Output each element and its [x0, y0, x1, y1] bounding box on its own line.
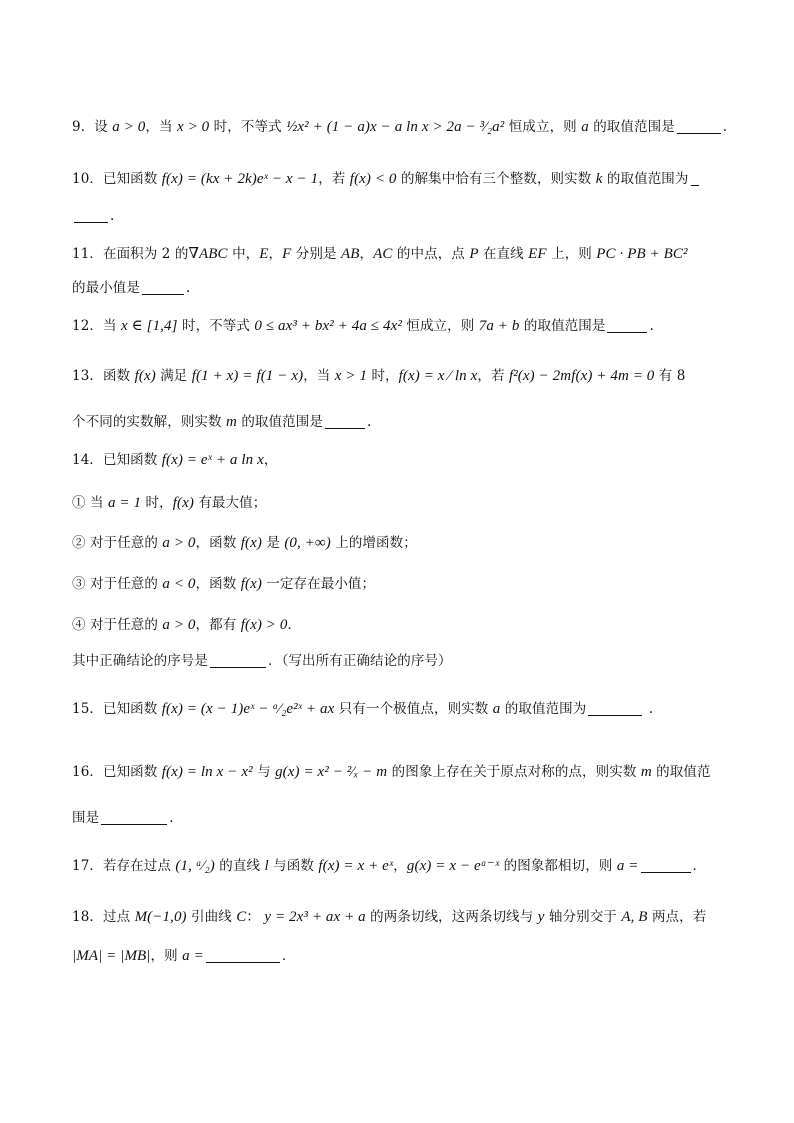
- text-run: 一定存在最小值；: [261, 576, 376, 592]
- text-run: ．: [281, 948, 296, 964]
- text-run: 上，则: [546, 246, 597, 262]
- q15-line: [72, 699, 653, 719]
- q14-line: [72, 450, 277, 470]
- text-run: ，函数: [195, 576, 241, 592]
- text-run: ，则: [150, 948, 183, 964]
- text-run: 16．已知函数: [72, 764, 162, 780]
- text-run: 的图象都相切，则: [499, 858, 617, 874]
- math-expression: a: [581, 119, 589, 135]
- text-run: ．: [169, 810, 183, 826]
- answer-blank: [588, 701, 642, 716]
- text-run: ③ 对于任意的: [72, 576, 163, 592]
- text-run: ，当: [145, 119, 177, 135]
- math-expression: f(x) = x ⁄ ln x: [398, 368, 478, 384]
- text-run: ，当: [303, 368, 335, 384]
- q14-option-3: [72, 574, 375, 594]
- answer-blank: [325, 414, 365, 429]
- text-run: 是: [261, 535, 285, 551]
- text-run: ，: [393, 858, 407, 874]
- math-expression: m: [640, 764, 652, 780]
- math-expression: f(x) = ln x − x²: [161, 764, 253, 780]
- q18-continuation: [72, 946, 295, 966]
- q14-option-1: [72, 493, 266, 513]
- math-expression: a =: [616, 858, 639, 874]
- text-run: .: [110, 208, 115, 224]
- text-run: 分别是: [291, 246, 341, 262]
- q13-continuation: [72, 412, 371, 432]
- q9-line: [72, 117, 727, 137]
- answer-blank: [607, 318, 647, 333]
- math-expression: ½x² + (1 − a)x − a ln x > 2a − ³⁄₂a²: [286, 119, 505, 135]
- math-expression: l: [264, 858, 269, 874]
- math-expression: a: [492, 701, 501, 717]
- math-expression: x > 0: [177, 119, 210, 135]
- text-run: 的最小值是: [72, 280, 140, 296]
- math-expression: f(x) = eˣ + a ln x: [161, 452, 264, 468]
- text-run: 的两条切线，这两条切线与: [365, 909, 538, 925]
- text-run: 时，不等式: [177, 318, 255, 334]
- math-expression: g(x) = x² − ²⁄ₓ − m: [275, 764, 388, 780]
- text-run: 其中正确结论的序号是: [72, 653, 208, 669]
- math-expression: M(−1,0): [134, 909, 187, 925]
- text-run: 恒成立，则: [504, 119, 582, 135]
- text-run: 的图象上存在关于原点对称的点，则实数: [387, 764, 641, 780]
- math-expression: f(x): [240, 576, 262, 592]
- text-run: 的取值范围为: [602, 171, 689, 187]
- math-expression: A, B: [621, 909, 648, 925]
- math-expression: f²(x) − 2mf(x) + 4m = 0: [508, 368, 655, 384]
- text-run: 满足: [155, 368, 192, 384]
- math-expression: a > 0: [112, 119, 146, 135]
- math-expression: m: [226, 414, 237, 430]
- text-run: 10．已知函数: [72, 171, 162, 187]
- text-run: 与函数: [268, 858, 319, 874]
- text-run: 有最大值；: [193, 495, 267, 511]
- math-expression: g(x) = x − eᵃ⁻ˣ: [406, 858, 500, 874]
- q16-line: [72, 762, 711, 782]
- text-run: 恒成立，则: [401, 318, 479, 334]
- math-expression: P: [469, 246, 479, 262]
- text-run: 上的增函数；: [330, 535, 417, 551]
- text-run: .: [644, 701, 654, 717]
- text-run: 与: [252, 764, 276, 780]
- math-expression: a =: [182, 948, 204, 964]
- answer-blank: [641, 858, 691, 873]
- math-expression: f(x) < 0: [349, 171, 397, 187]
- math-expression: f(x) = (kx + 2k)eˣ − x − 1: [161, 171, 319, 187]
- text-run: ，: [268, 246, 283, 262]
- q10-continuation: [72, 206, 114, 226]
- math-expression: 0 ≤ ax³ + bx² + 4a ≤ 4x²: [254, 318, 402, 334]
- q10-line: [72, 169, 701, 189]
- math-expression: f(x) = x + eˣ: [318, 858, 394, 874]
- math-expression: (0, +∞): [284, 535, 331, 551]
- q16-continuation: [72, 808, 183, 828]
- math-expression: a > 0: [162, 617, 196, 633]
- text-run: ，都有: [195, 617, 241, 633]
- text-run: 只有一个极值点，则实数: [334, 701, 493, 717]
- text-run: 两点，若: [647, 909, 707, 925]
- text-run: ，若: [318, 171, 350, 187]
- text-run: 有 8: [654, 368, 686, 384]
- math-expression: a > 0: [162, 535, 196, 551]
- q11-line: [72, 244, 688, 264]
- text-run: 13．函数: [72, 368, 135, 384]
- math-expression: f(x): [134, 368, 156, 384]
- answer-blank: [74, 208, 108, 223]
- text-run: ．（写出所有正确结论的序号）: [268, 653, 452, 669]
- text-run: 的取值范围为: [500, 701, 587, 717]
- math-expression: F: [282, 246, 292, 262]
- math-expression: f(x) > 0: [240, 617, 288, 633]
- text-run: 围是: [72, 810, 100, 826]
- text-run: ：: [246, 909, 265, 925]
- q11-continuation: [72, 278, 190, 298]
- q14-answer-line: [72, 651, 452, 671]
- math-expression: f(x): [240, 535, 262, 551]
- text-run: ，: [263, 452, 278, 468]
- math-expression: y = 2x³ + ax + a: [264, 909, 366, 925]
- math-expression: AC: [373, 246, 393, 262]
- answer-blank: [142, 280, 184, 295]
- q17-line: [72, 856, 706, 876]
- text-run: ，若: [477, 368, 509, 384]
- text-run: 的取值范围是: [588, 119, 675, 135]
- q13-line: [72, 366, 685, 386]
- math-expression: y: [537, 909, 545, 925]
- text-run: 的取值范围是: [519, 318, 606, 334]
- text-run: ④ 对于任意的: [72, 617, 163, 633]
- answer-blank: [101, 810, 167, 825]
- math-expression: AB: [341, 246, 360, 262]
- text-run: ．: [287, 617, 302, 633]
- text-run: 的中点，点: [392, 246, 470, 262]
- math-expression: PC · PB + BC²: [596, 246, 688, 262]
- text-run: ，函数: [195, 535, 241, 551]
- text-run: 15．已知函数: [72, 701, 162, 717]
- text-run: 的直线: [214, 858, 265, 874]
- math-expression: f(x): [172, 495, 194, 511]
- text-run: .: [366, 414, 372, 430]
- text-run: 11．在面积为 2 的: [72, 246, 189, 262]
- text-run: 12．当: [72, 318, 121, 334]
- text-run: 时，不等式: [209, 119, 287, 135]
- math-expression: ∇ABC: [188, 246, 228, 262]
- text-run: ．: [692, 858, 707, 874]
- text-run: 时，: [367, 368, 399, 384]
- math-expression: f(1 + x) = f(1 − x): [191, 368, 304, 384]
- q14-option-4: [72, 615, 301, 635]
- math-expression: x > 1: [334, 368, 368, 384]
- text-run: ，: [359, 246, 374, 262]
- math-expression: |MA| = |MB|: [72, 948, 151, 964]
- text-run: 14．已知函数: [72, 452, 162, 468]
- answer-blank: [677, 119, 721, 134]
- math-expression: k: [595, 171, 603, 187]
- math-expression: a = 1: [107, 495, 142, 511]
- text-run: 17．若存在过点: [72, 858, 176, 874]
- text-run: ② 对于任意的: [72, 535, 163, 551]
- text-run: .: [649, 318, 654, 334]
- text-run: 的解集中恰有三个整数，则实数: [396, 171, 596, 187]
- text-run: .: [722, 119, 728, 135]
- text-run: 引曲线: [186, 909, 237, 925]
- q18-line: [72, 907, 706, 927]
- text-run: 轴分别交于: [544, 909, 622, 925]
- answer-blank: [210, 653, 266, 668]
- math-expression: f(x) = (x − 1)eˣ − ᵃ⁄₂e²ˣ + ax: [161, 701, 335, 717]
- answer-blank: [206, 948, 280, 963]
- math-expression: a < 0: [162, 576, 196, 592]
- text-run: 9．设: [72, 119, 113, 135]
- text-run: 的取值范围是: [236, 414, 323, 430]
- math-expression: C: [236, 909, 247, 925]
- text-run: ① 当: [72, 495, 108, 511]
- text-run: 中，: [227, 246, 260, 262]
- text-run: 时，: [141, 495, 173, 511]
- text-run: 个不同的实数解，则实数: [72, 414, 226, 430]
- math-expression: EF: [528, 246, 547, 262]
- text-run: 18．过点: [72, 909, 135, 925]
- math-expression: (1, ᵃ⁄₂): [175, 858, 215, 874]
- math-expression: 7a + b: [478, 318, 520, 334]
- q12-line: [72, 316, 654, 336]
- answer-blank: [691, 171, 699, 186]
- text-run: 的取值范: [651, 764, 711, 780]
- text-run: 在直线: [478, 246, 529, 262]
- text-run: .: [186, 280, 191, 296]
- math-expression: E: [259, 246, 269, 262]
- math-expression: x ∈ [1,4]: [120, 318, 178, 334]
- q14-option-2: [72, 533, 417, 553]
